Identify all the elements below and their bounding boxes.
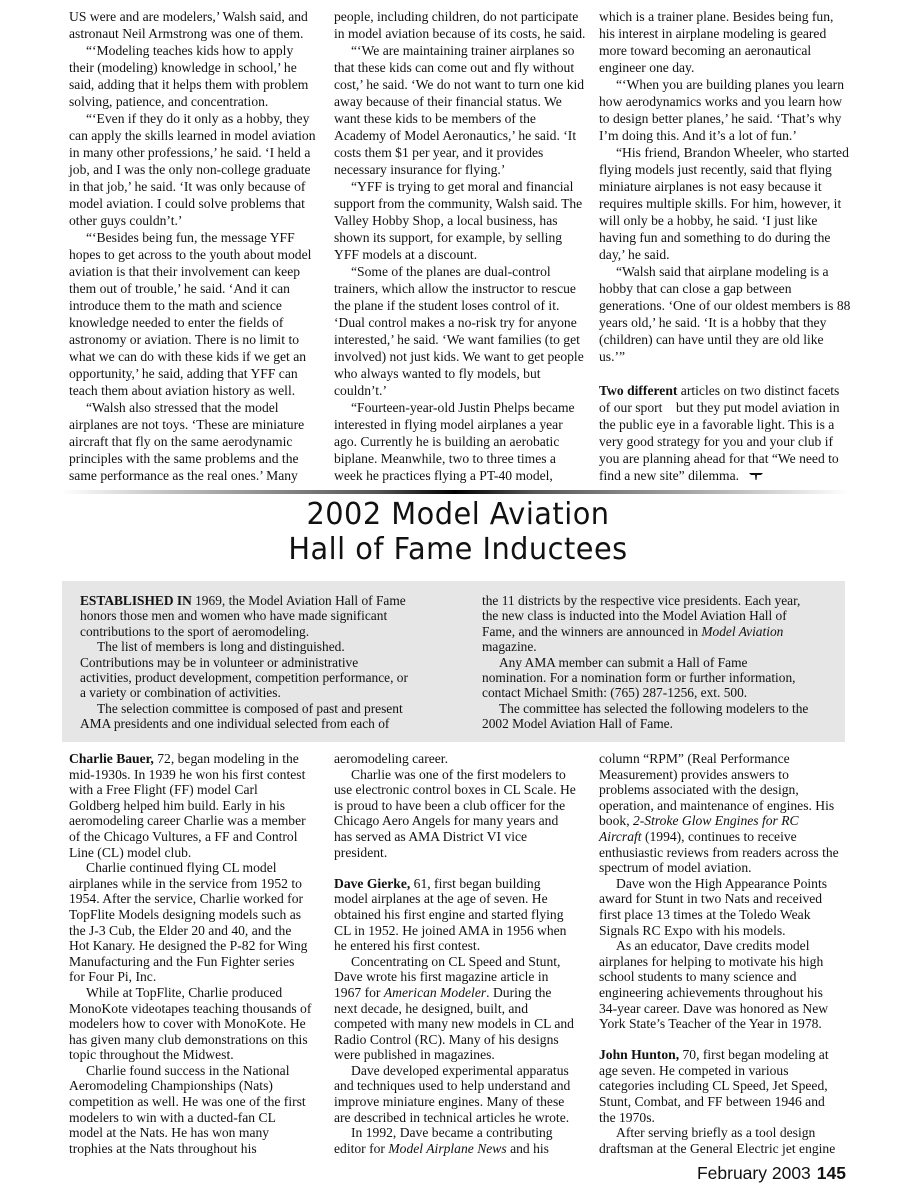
text: the 11 districts by the respective vice presidents. Each year, the new class is inducted into the Model Aviation Hall of Fame, and the winners are announced in	[482, 593, 801, 639]
paragraph	[599, 876, 861, 938]
paragraph	[482, 655, 872, 701]
paragraph	[334, 178, 596, 263]
text: “YFF is trying to get moral and financial support from the community, Walsh said. The Valley Hobby Shop, a local business, has shown its support, for example, by selling YFF models at a discount.	[334, 179, 583, 262]
text: 1969, the Model Aviation Hall of Fame honors those men and women who have made significant contributions to the sport of aeromodeling.	[80, 593, 406, 639]
italic-title: American Modeler	[383, 984, 487, 1000]
bio-column-2	[334, 751, 596, 1156]
text: While at TopFlite, Charlie produced MonoKote videotapes teaching thousands of modelers how to cover with MonoKote. He has given many club demonstrations on this topic throughout the Midwest.	[69, 984, 312, 1063]
text: Dave developed experimental apparatus and techniques used to help understand and improve miniature engines. Many of these are described in technical articles he wrote.	[334, 1062, 571, 1125]
paragraph	[69, 229, 331, 399]
paragraph	[334, 954, 596, 1063]
end-of-article-plane-icon	[749, 468, 763, 477]
text: The committee has selected the following modelers to the 2002 Model Aviation Hall of Fame.	[482, 700, 809, 732]
text: US were and are modelers,’ Walsh said, and astronaut Neil Armstrong was one of them.	[69, 9, 308, 41]
paragraph	[334, 1125, 596, 1156]
paragraph	[80, 701, 470, 732]
intro-column-1	[80, 593, 470, 732]
text: “‘Modeling teaches kids how to apply their (modeling) knowledge in school,’ he said, adding that it helps them with problem solving, patience, and concentration.	[69, 43, 309, 109]
text: “Fourteen-year-old Justin Phelps became interested in flying model airplanes a year ago. Currently he is building an aerobatic biplane. Meanwhile, two to three times a week he practices flying a PT-40 model,	[334, 400, 575, 483]
text: (1994), continues to receive enthusiastic reviews from readers across the spectrum of model aviation.	[599, 828, 839, 876]
text: “‘Besides being fun, the message YFF hopes to get across to the youth about model aviation is that their involvement can keep them out of trouble,’ he said. ‘And it can introduce them to the math and science knowledge needed to enter the fields of astronomy or aviation. There is no limit to what we can do with these kids if we get an opportunity,’ he said, adding that YFF can teach them about aviation history as well.	[69, 230, 312, 398]
italic-title: Model Aviation	[701, 623, 784, 639]
bold-lead: Charlie Bauer,	[69, 751, 154, 766]
section-title-line-1: 2002 Model Aviation	[306, 497, 610, 532]
paragraph	[599, 144, 861, 263]
italic-title: Model Airplane News	[388, 1140, 507, 1156]
bold-lead: John Hunton,	[599, 1047, 680, 1063]
paragraph	[599, 8, 861, 76]
paragraph	[334, 263, 596, 399]
paragraph	[334, 8, 596, 42]
text: “‘Even if they do it only as a hobby, they can apply the skills learned in model aviation in many other professions,’ he said. ‘I held a job, and I was the only non-college graduate in that job,’ he said. ‘It was only because of model aviation. I could solve problems that other guys couldn’t.’	[69, 111, 316, 228]
paragraph	[334, 42, 596, 178]
bold-lead: ESTABLISHED IN	[80, 593, 192, 608]
paragraph	[599, 751, 861, 876]
paragraph	[599, 263, 861, 365]
paragraph	[482, 701, 872, 732]
top-column-1	[69, 8, 331, 484]
text: Dave won the High Appearance Points award for Stunt in two Nats and received first place 13 times at the Toledo Weak Signals RC Expo with his models.	[599, 875, 828, 938]
paragraph	[80, 593, 470, 639]
paragraph	[599, 1047, 861, 1125]
paragraph	[334, 876, 596, 954]
paragraph	[482, 593, 872, 655]
text: As an educator, Dave credits model airplanes for helping to motivate his high school students to many science and engineering achievements throughout his 34-year career. Dave was honored as New York State’s Teacher of the Year in 1978.	[599, 938, 829, 1032]
paragraph	[69, 110, 331, 229]
paragraph	[334, 1063, 596, 1125]
text: people, including children, do not participate in model aviation because of its costs, he said.	[334, 9, 586, 41]
paragraph	[80, 639, 470, 701]
top-column-2	[334, 8, 596, 484]
text: After serving briefly as a tool design draftsman at the General Electric jet engine	[599, 1125, 836, 1156]
paragraph	[69, 399, 331, 484]
paragraph	[599, 382, 861, 484]
page-number: 145	[816, 1163, 846, 1183]
paragraph	[69, 1063, 331, 1157]
paragraph	[334, 767, 596, 861]
text: 61, first began building model airplanes at the age of seven. He obtained his first engine and started flying CL in 1952. He joined AMA in 1956 when he entered his first contest.	[334, 875, 567, 954]
bold-lead: Two different	[599, 383, 678, 398]
text: Charlie was one of the first modelers to use electronic control boxes in CL Scale. He is proud to have been a club officer for the Chicago Aero Angels for many years and has served as AMA District VI vice president.	[334, 766, 576, 860]
text: Any AMA member can submit a Hall of Fame nomination. For a nomination form or further information, contact Michael Smith: (765) 287-1256, ext. 500.	[482, 654, 796, 701]
text: “‘We are maintaining trainer airplanes so that these kids can come out and fly without cost,’ he said. ‘We do not want to turn one kid away because of their financial status. We want these kids to be members of the Academy of Model Aeronautics,’ he said. ‘It costs them $1 per year, and it provides necessary insurance for flying.’	[334, 43, 585, 177]
intro-column-2	[482, 593, 872, 732]
text: “Some of the planes are dual-control trainers, which allow the instructor to rescue the plane if the student loses control of it. ‘Dual control makes a no-risk try for anyone interested,’ he said. ‘We want families (to get involved) not just kids. We want to get people who always wanted to fly models, but couldn’t.’	[334, 264, 584, 398]
paragraph	[599, 938, 861, 1032]
text: which is a trainer plane. Besides being fun, his interest in airplane modeling is geared more toward becoming an aeronautical engineer one day.	[599, 9, 834, 75]
page-footer	[697, 1163, 846, 1183]
top-column-3	[599, 8, 861, 484]
bold-lead: Dave Gierke,	[334, 875, 411, 891]
italic-title: 2-Stroke Glow Engines for RC Aircraft	[599, 813, 799, 844]
text: 72, began modeling in the mid-1930s. In 1939 he won his first contest with a Free Flight (FF) model Carl Goldberg helped him build. Early in his aeromodeling career Charlie was a member of the Chicago Vultures, a FF and Control Line (CL) model club.	[69, 751, 306, 860]
intro-sidebar-box	[62, 581, 845, 742]
bio-column-3	[599, 751, 861, 1156]
text: articles on two distinct facets of our sport but they put model aviation in the public eye in a favorable light. This is a very good strategy for you and your club if you are planning ahead for that “We need to find a new site” dilemma.	[599, 383, 840, 483]
text: The selection committee is composed of past and present AMA presidents and one individual selected from each of	[80, 700, 403, 732]
paragraph	[69, 42, 331, 110]
paragraph	[69, 860, 331, 985]
issue-date: February 2003	[696, 1163, 811, 1183]
text: “Walsh also stressed that the model airplanes are not toys. ‘These are miniature aircraft that fly on the same aerodynamic principles with the same problems and the same performance as the real ones.’ Many	[69, 400, 305, 483]
section-title	[18, 497, 897, 567]
paragraph	[599, 76, 861, 144]
bio-column-1	[69, 751, 331, 1156]
text: Charlie continued flying CL model airplanes while in the service from 1952 to 1954. After the service, Charlie worked for TopFlite Models designing models such as the J-3 Cub, the Elder 20 and 40, and the Hot Kanary. He designed the P-82 for Wing Manufacturing and the Fun Fighter series for Four Pi, Inc.	[69, 860, 308, 985]
paragraph	[599, 1125, 861, 1156]
paragraph	[69, 8, 331, 42]
paragraph	[69, 751, 331, 860]
text: 70, first began modeling at age seven. He competed in various categories including CL Speed, Jet Speed, Stunt, Combat, and FF between 1946 and the 1970s.	[599, 1047, 829, 1125]
paragraph	[69, 985, 331, 1063]
text: magazine.	[482, 639, 537, 655]
text: “His friend, Brandon Wheeler, who started flying models just recently, said that flying miniature airplanes is not easy because it requires multiple skills. For him, however, it will only be a hobby, he said. ‘I just like having fun and something to do during the day,’ he said.	[599, 145, 849, 262]
text: “Walsh said that airplane modeling is a hobby that can close a gap between generations. ‘One of our oldest members is 88 years old,’ he said. ‘It is a hobby that they (children) can have until they are old like us.’”	[599, 264, 851, 364]
text: . During the next decade, he designed, built, and competed with many new models in CL and Radio Control (RC). Many of his designs were published in magazines.	[334, 984, 574, 1063]
text: aeromodeling career.	[334, 751, 448, 766]
text: Charlie found success in the National Aeromodeling Championships (Nats) competition as well. He was one of the first modelers to win with a ducted-fan CL model at the Nats. He has won many trophies at the Nats throughout his	[69, 1062, 306, 1156]
text: In 1992, Dave became a contributing editor for	[334, 1125, 553, 1156]
text: The list of members is long and distinguished. Contributions may be in volunteer or administrative activities, product development, competition performance, or a variety or combination of activities.	[80, 639, 408, 701]
paragraph	[334, 399, 596, 484]
text: and his	[506, 1140, 549, 1156]
text: Concentrating on CL Speed and Stunt, Dave wrote his first magazine article in 1967 for	[334, 953, 561, 1000]
text: “‘When you are building planes you learn how aerodynamics works and you learn how to design better planes,’ he said. ‘That’s why I’m doing this. And it’s a lot of fun.’	[599, 77, 844, 143]
section-divider	[62, 490, 848, 494]
section-title-line-2: Hall of Fame Inductees	[288, 532, 628, 567]
paragraph	[334, 751, 596, 767]
text: column “RPM” (Real Performance Measurement) provides answers to problems associated with the design, operation, and maintenance of engines. His book,	[599, 751, 835, 829]
